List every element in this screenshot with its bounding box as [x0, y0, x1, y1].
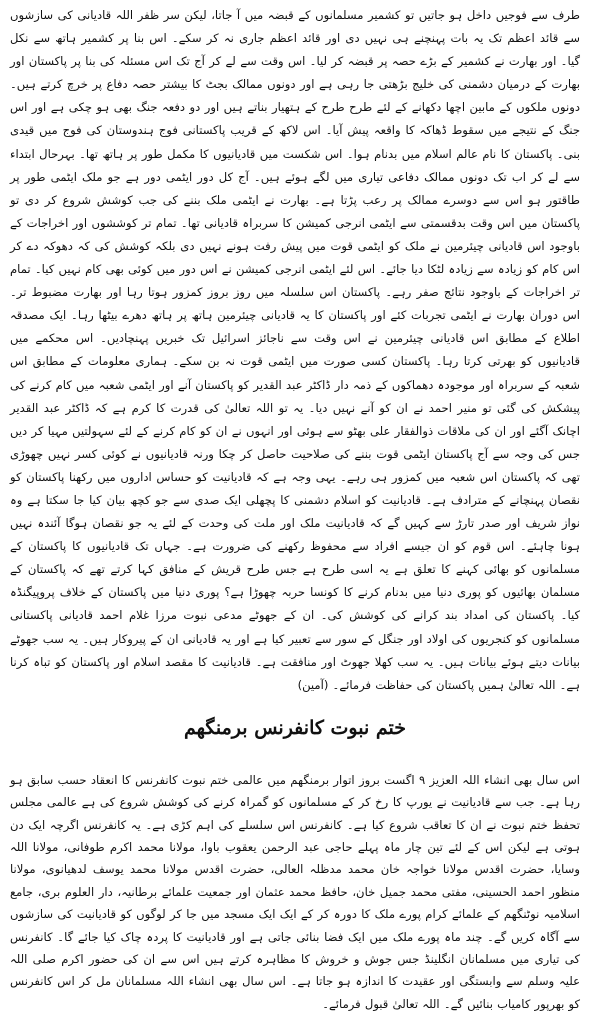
section-heading: ختم نبوت کانفرنس برمنگھم	[184, 716, 406, 739]
section-heading-wrapper	[10, 709, 580, 747]
article-section	[10, 4, 580, 697]
conference-body-paragraph: اس سال بھی انشاء اللہ العزیز ۹ اگست بروز اتوار برمنگھم میں عالمی ختم نبوت کانفرنس کا انعقاد حسب سابق ہو رہا ہے۔ جب سے قادیانیت نے یورپ کا رخ کر کے مسلمانوں کو گمراہ کرنے کی کوشش شروع کی ہے عالمی مجلس تحفظ ختم نبوت نے ان کا تعاقب شروع کیا ہے۔ کانفرنس اس سلسلے کی اہم کڑی ہے۔ یہ کانفرنس اگرچہ ایک دن ہوتی ہے لیکن اس کے لئے تین چار ماہ پہلے حاجی عبد الرحمن یعقوب باوا، مولانا محمد اکرم طوفانی، مولانا اللہ وسایا، حضرت اقدس مولانا خواجہ خان محمد مدظلہ العالی، حضرت اقدس مولانا محمد یوسف لدھیانوی، مولانا منظور احمد الحسینی، مفتی محمد جمیل خان، حافظ محمد عثمان اور جمعیت علمائے برطانیہ، دار العلوم بری، جامع اسلامیہ نوٹنگھم کے علمائے کرام پورے ملک کا دورہ کر کے ایک ایک مسجد میں جا کر لوگوں کو قادیانیت کی سازشوں سے آگاہ کریں گے۔ چند ماہ پورے ملک میں ایک فضا بنائی جاتی ہے اور قادیانیت کا پردہ چاک کیا جائے گا۔ کانفرنس کی تیاری میں مسلمانان انگلینڈ جس جوش و خروش کا مظاہرہ کرتے ہیں اس سے ان کی حضور اکرم صلی اللہ علیہ وسلم سے وابستگی اور عقیدت کا اندازہ ہو جاتا ہے۔ اس سال بھی انشاء اللہ مسلمانان مل کر اس کانفرنس کو بھرپور کامیاب بنائیں گے۔ اللہ تعالیٰ قبول فرمائے۔	[10, 772, 580, 1011]
article-body-paragraph: طرف سے فوجیں داخل ہو جاتیں تو کشمیر مسلمانوں کے قبضہ میں آ جاتا، لیکن سر ظفر اللہ قادیانی کی سازشوں سے قائد اعظم تک یہ بات پہنچنے ہی نہیں دی اور قائد اعظم جاری نہ کر سکے۔ اس بنا پر کشمیر ہاتھ سے نکل گیا۔ اور بھارت نے کشمیر کے بڑے حصہ پر قبضہ کر لیا۔ اس وقت سے لے کر آج تک اس مسئلہ کی بنا پر پاکستان اور بھارت کے درمیان دشمنی کی خلیج بڑھتی جا رہی ہے اور دونوں ممالک بجٹ کا بیشتر حصہ دفاع پر خرچ کرتے ہیں۔ دونوں ملکوں کے مابین اچھا دکھانے کے لئے طرح طرح کے ہتھیار بناتے ہیں اور دو دفعہ جنگ بھی ہو چکی ہے اور اس جنگ کے نتیجے میں سقوط ڈھاکہ کا واقعہ پیش آیا۔ اس لاکھ کے قریب پاکستانی فوج ہندوستان کی فوج میں قیدی بنی۔ پاکستان کا نام عالم اسلام میں بدنام ہوا۔ اس شکست میں قادیانیوں کا مکمل طور پر ہاتھ تھا۔ بہرحال ابتداء سے لے کر اب تک دونوں ممالک دفاعی تیاری میں لگے ہوئے ہیں۔ آج کل دور ایٹمی دور ہے جو ملک ایٹمی طور پر طاقتور ہو اس سے دوسرے ممالک پر رعب پڑتا ہے۔ بھارت نے ایٹمی ملک بننے کی جب کوشش شروع کر دی تو پاکستان میں اس وقت بدقسمتی سے ایٹمی انرجی کمیشن کا سربراہ قادیانی تھا۔ تمام تر کوششوں اور اخراجات کے باوجود اس قادیانی چیئرمین نے ملک کو ایٹمی قوت میں پیش رفت ہونے نہیں دی بلکہ کوشش کی کہ دھوکہ دے کر اس کام کو زیادہ سے زیادہ لٹکا دیا جائے۔ اس لئے ایٹمی انرجی کمیشن نے اس دور میں کوئی بھی کام نہیں کیا۔ تمام تر اخراجات کے باوجود نتائج صفر رہے۔ پاکستان اس سلسلہ میں روز بروز کمزور ہوتا رہا اور بھارت مضبوط تر۔ اس دوران بھارت نے ایٹمی تجربات کئے اور پاکستان کا یہ قادیانی چیئرمین ہاتھ پر ہاتھ دھرے بیٹھا رہا۔ ایک مصدقہ اطلاع کے مطابق اس قادیانی چیئرمین نے اس وقت سے ناجائز اسرائیل تک خبریں پہنچادیں۔ اس محکمے میں قادیانیوں کو بھرتی کرتا رہا۔ پاکستان کسی صورت میں ایٹمی قوت نہ بن سکے۔ ہماری معلومات کے مطابق اس شعبہ کے سربراہ اور موجودہ دھماکوں کے ذمہ دار ڈاکٹر عبد القدیر کو پاکستان آنے اور ایٹمی شعبہ میں کام کرنے کی پیشکش کی گئی تو منیر احمد نے ان کو آنے نہیں دیا۔ یہ تو اللہ تعالیٰ کی قدرت کا کرم ہے کہ ڈاکٹر عبد القدیر اچانک آگئے اور ان کی ملاقات ذوالفقار علی بھٹو سے ہوئی اور انہوں نے ان کو کام کرنے کے لئے سہولتیں مہیا کر دیں جس کی وجہ سے آج پاکستان ایٹمی قوت بننے کی صلاحیت حاصل کر چکا ورنہ قادیانیوں نے کوئی کسر نہیں چھوڑی تھی کہ پاکستان اس شعبہ میں کمزور ہی رہے۔ یہی وجہ ہے کہ قادیانیت کو حساس اداروں میں رکھنا پاکستان کو نقصان پہنچانے کے مترادف ہے۔ قادیانیت کو اسلام دشمنی کا پچھلی ایک صدی سے جو کچھ بیان کیا جا سکتا ہے وہ نواز شریف اور صدر تارڑ سے کہیں گے کہ قادیانیت ملک اور ملت کی وحدت کے لئے یہ جو نقصان ہوگا آئندہ نہیں ہونا چاہئے۔ اس قوم کو ان جیسے افراد سے محفوظ رکھنے کی ضرورت ہے۔ جہاں تک قادیانیوں کا پاکستان کے مسلمانوں کو بھائی کہنے کا تعلق ہے یہ اسی طرح ہے جس طرح قریش کے منافق کہا کرتے تھے کہ پاکستان کے مسلمان بھائیوں کو پوری دنیا میں بدنام کرنے کا کونسا حربہ چھوڑا ہے؟ پوری دنیا میں پاکستان کے خلاف پروپیگنڈہ کیا۔ پاکستان کی امداد بند کرانے کی کوشش کی۔ ان کے جھوٹے مدعی نبوت مرزا غلام احمد قادیانی پاکستانی مسلمانوں کو کنجریوں کی اولاد اور جنگل کے سور سے تعبیر کیا ہے اور یہ قادیانی ان کے پیروکار ہیں۔ یہ سب جھوٹے بیانات دیتے ہوئے بیانات ہیں۔ یہ سب کھلا جھوٹ اور منافقت ہے۔ قادیانیت کا مقصد اسلام اور پاکستان کو تباہ کرنا ہے۔ اللہ تعالیٰ ہمیں پاکستان کی حفاظت فرمائے۔ (آمین)	[10, 8, 580, 692]
conference-section	[10, 769, 580, 1015]
